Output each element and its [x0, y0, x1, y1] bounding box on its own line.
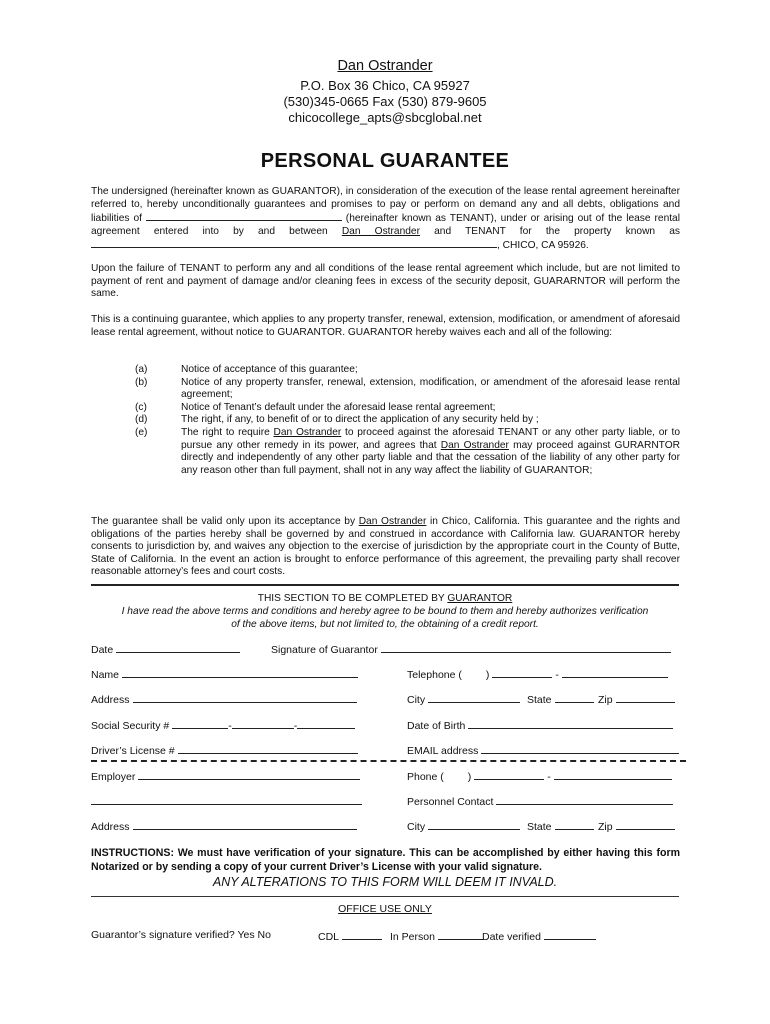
validity-paragraph: The guarantee shall be valid only upon its acceptance by Dan Ostrander in Chico, California. This guarantee and the rights and obligations of the parties hereby shall be governed by and construed in accordance with California law. GUARANTOR hereby consents to jurisdiction by, and waives any objection to the exercise of jurisdiction by the appropriate court in the County of Butte, State of California. In the event an action is brought to enforce performance of this agreement, the prevailing party shall recover reasonable attorney’s fees and court costs. [91, 516, 680, 578]
property-address-blank[interactable] [91, 238, 497, 248]
list-item: (b) Notice of any property transfer, renewal, extension, modification, or amendment of the aforesaid lease rental agreement; [135, 376, 680, 401]
city-field[interactable]: City [407, 692, 520, 706]
employer-field[interactable]: Employer [91, 769, 360, 783]
date-field[interactable]: Date [91, 642, 240, 656]
list-item: (c) Notice of Tenant’s default under the aforesaid lease rental agreement; [135, 401, 496, 413]
landlord-address: P.O. Box 36 Chico, CA 95927 [300, 78, 470, 93]
page-title: PERSONAL GUARANTEE [260, 150, 510, 172]
list-item: (e) The right to require Dan Ostrander to proceed against the aforesaid TENANT or any other party liable, or to pursue any other remedy in its power, and agrees that Dan Ostrander may proceed against GURARNTOR directly and independently of any other party liable and that the cessation of the liability of any other party for any reason other than full payment, shall not in any way affect the liability of GUARANTOR; [135, 426, 681, 476]
employer-city-field[interactable]: City [407, 819, 520, 833]
personnel-contact-field[interactable]: Personnel Contact [407, 794, 673, 808]
continuing-paragraph: This is a continuing guarantee, which applies to any property transfer, renewal, extension, modification, or amendment of aforesaid lease rental agreement, without notice to GUARANTOR. GUARANTOR hereby waives each and all of the following: [91, 314, 680, 338]
employer-phone-field[interactable]: Phone ( ) - [407, 769, 672, 783]
office-divider [91, 896, 679, 897]
office-use-heading: OFFICE USE ONLY [338, 903, 432, 915]
employer-zip-field[interactable]: Zip [598, 819, 675, 833]
zip-field[interactable]: Zip [598, 692, 675, 706]
failure-paragraph: Upon the failure of TENANT to perform any and all conditions of the lease rental agreement which include, but are not limited to payment of rent and payment of damage and/or cleaning fees in excess of the security deposit, GUARARNTOR will perform the same. [91, 263, 680, 300]
waiver-list [91, 364, 680, 477]
guarantor-signature-field[interactable]: Signature of Guarantor [271, 642, 671, 656]
name-field[interactable]: Name [91, 667, 358, 681]
landlord-name: Dan Ostrander [337, 58, 433, 74]
instructions: INSTRUCTIONS: We must have verification of your signature. This can be accomplished by either having this form Notarized or by sending a copy of your current Driver’s License with your valid signature. [91, 847, 680, 873]
employer-address-field[interactable]: Address [91, 819, 357, 833]
section-heading: THIS SECTION TO BE COMPLETED BY GUARANTOR [257, 593, 513, 604]
date-verified-field[interactable]: Date verified [482, 929, 596, 943]
state-field[interactable]: State [527, 692, 594, 706]
email-field[interactable]: EMAIL address [407, 743, 679, 757]
list-item: (a) Notice of acceptance of this guarantee; [135, 364, 358, 375]
tenant-name-blank[interactable] [146, 211, 342, 221]
in-person-field[interactable]: In Person [390, 929, 483, 943]
drivers-license-field[interactable]: Driver’s License # [91, 743, 358, 757]
authorization-statement-1: I have read the above terms and conditions and hereby agree to be bound to them and hereby authorizes verification [121, 606, 649, 617]
address-field[interactable]: Address [91, 692, 357, 706]
employer-extra-line[interactable] [91, 794, 362, 808]
telephone-field[interactable]: Telephone ( ) - [407, 667, 668, 681]
cdl-field[interactable]: CDL [318, 929, 382, 943]
authorization-statement-2: of the above items, but not limited to, the obtaining of a credit report. [231, 619, 539, 630]
alterations-warning: ANY ALTERATIONS TO THIS FORM WILL DEEM IT INVALD. [212, 875, 558, 889]
landlord-email: chicocollege_apts@sbcglobal.net [288, 110, 482, 125]
list-item: (d) The right, if any, to benefit of or to direct the application of any security held by ; [135, 414, 539, 426]
section-divider [91, 584, 679, 586]
dashed-separator [91, 760, 686, 762]
signature-verified-question: Guarantor’s signature verified? Yes No [91, 929, 271, 941]
ssn-field[interactable]: Social Security # - - [91, 718, 355, 732]
date-of-birth-field[interactable]: Date of Birth [407, 718, 673, 732]
landlord-phone: (530)345-0665 Fax (530) 879-9605 [283, 94, 487, 109]
intro-paragraph: The undersigned (hereinafter known as GUARANTOR), in consideration of the execution of the lease rental agreement hereinafter referred to, hereby unconditionally guarantees and promises to pay or perform on demand any and all debts, obligations and liabilities of (hereinafter known as TENANT), under or arising out of the lease rental agreement entered into by and between Dan Ostrander and TENANT for the property known as , CHICO, CA 95926. [91, 186, 680, 252]
employer-state-field[interactable]: State [527, 819, 594, 833]
